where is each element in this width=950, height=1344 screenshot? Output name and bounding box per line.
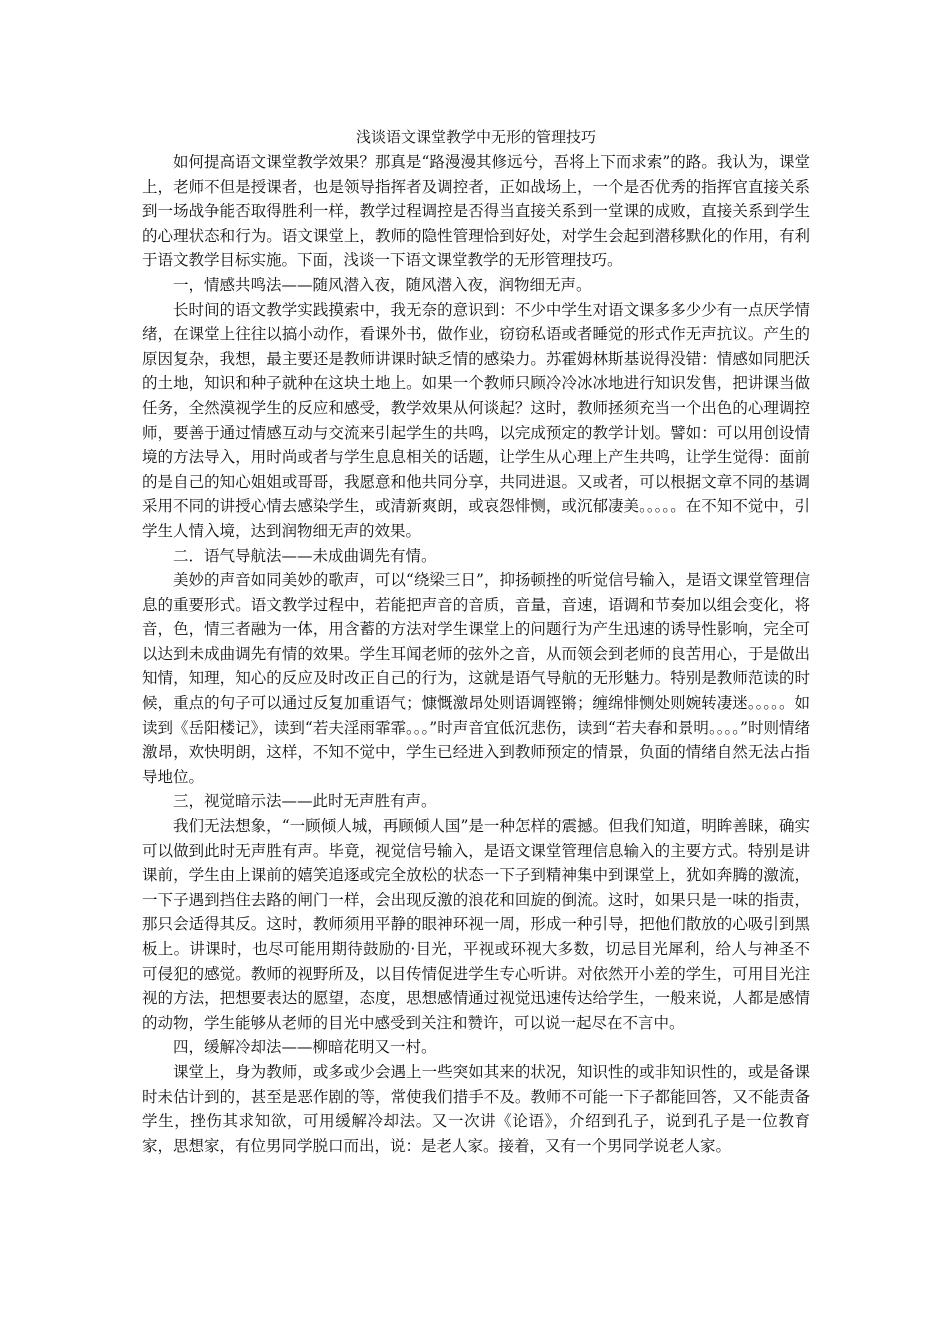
document-title: 浅谈语文课堂教学中无形的管理技巧 [355,128,596,146]
paragraph-list [142,150,810,1158]
section-heading-2: 二．语气导航法——未成曲调先有情。 [173,546,437,565]
document-body [142,126,810,1158]
paragraph-section-2: 美妙的声音如同美妙的歌声，可以“绕梁三日”，抑扬顿挫的听觉信号输入，是语文课堂管理信息的重要形式。语文教学过程中，若能把声音的音质，音量，音速，语调和节奏加以组会变化，将音，色，情三者融为一体，用含蓄的方法对学生课堂上的问题行为产生迅速的诱导性影响，完全可以达到未成曲调先有情的效果。学生耳闻老师的弦外之音，从而领会到老师的良苦用心，于是做出知情，知理，知心的反应及时改正自己的行为，这就是语气导航的无形魅力。特别是教师范读的时候，重点的句子可以通过反复加重语气；慷慨激昂处则语调铿锵；缠绵悱恻处则婉转凄迷。。。。。如读到《岳阳楼记》，读到“若夫淫雨霏霏。。。”时声音宜低沉悲伤，读到“若夫春和景明。。。。”时则情绪激昂，欢快明朗，这样，不知不觉中，学生已经进入到教师预定的情景，负面的情绪自然无法占指导地位。 [142,571,810,786]
paragraph-intro: 如何提高语文课堂教学效果？那真是“路漫漫其修远兮，吾将上下而求索”的路。我认为，课堂上，老师不但是授课者，也是领导指挥者及调控者，正如战场上，一个是否优秀的指挥官直接关系到一场战争能否取得胜利一样，教学过程调控是否得当直接关系到一堂课的成败，直接关系到学生的心理状态和行为。语文课堂上，教师的隐性管理恰到好处，对学生会起到潜移默化的作用，有利于语文教学目标实施。下面，浅谈一下语文课堂教学的无形管理技巧。 [142,153,810,270]
paragraph-section-3: 我们无法想象，“一顾倾人城，再顾倾人国”是一种怎样的震撼。但我们知道，明眸善睐，确实可以做到此时无声胜有声。毕竟，视觉信号输入，是语文课堂管理信息输入的主要方式。特别是讲课前，学生由上课前的嬉笑追逐或完全放松的状态一下子到精神集中到课堂上，犹如奔腾的激流，一下子遇到挡住去路的闸门一样，会出现反激的浪花和回旋的倒流。这时，如果只是一味的指责，那只会适得其反。这时，教师须用平静的眼神环视一周，形成一种引导，把他们散放的心吸引到黑板上。讲课时，也尽可能用期待鼓励的·目光，平视或环视大多数，切忌目光犀利，给人与神圣不可侵犯的感觉。教师的视野所及，以目传情促进学生专心听讲。对依然开小差的学生，可用目光注视的方法，把想要表达的愿望，态度，思想感情通过视觉迅速传达给学生，一般来说，人都是感情的动物，学生能够从老师的目光中感受到关注和赞许，可以说一起尽在不言中。 [142,817,810,1032]
section-heading-3: 三，视觉暗示法——此时无声胜有声。 [173,792,437,811]
paragraph-section-4: 课堂上，身为教师，或多或少会遇上一些突如其来的状况，知识性的或非知识性的，或是备课时未估计到的，甚至是恶作剧的等，常使我们措手不及。教师不可能一下子都能回答，又不能责备学生，挫伤其求知欲，可用缓解冷却法。又一次讲《论语》，介绍到孔子，说到孔子是一位教育家，思想家，有位男同学脱口而出，说：是老人家。接着，又有一个男同学说老人家。 [142,1062,810,1155]
section-heading-1: 一，情感共鸣法——随风潜入夜，随风潜入夜，润物细无声。 [173,275,592,294]
section-heading-4: 四，缓解冷却法——柳暗花明又一村。 [173,1038,437,1057]
paragraph-section-1: 长时间的语文教学实践摸索中，我无奈的意识到：不少中学生对语文课多多少少有一点厌学情绪，在课堂上往往以搞小动作，看课外书，做作业，窃窃私语或者睡觉的形式作无声抗议。产生的原因复杂，我想，最主要还是教师讲课时缺乏情的感染力。苏霍姆林斯基说得没错：情感如同肥沃的土地，知识和种子就种在这块土地上。如果一个教师只顾冷冷冰冰地进行知识发售，把讲课当做任务，全然漠视学生的反应和感受，教学效果从何谈起？这时，教师拯须充当一个出色的心理调控师，要善于通过情感互动与交流来引起学生的共鸣，以完成预定的教学计划。譬如：可以用创设情境的方法导入，用时尚或者与学生息息相关的话题，让学生从心理上产生共鸣，让学生觉得：面前的是自己的知心姐姐或哥哥，我愿意和他共同分享，共同进退。又或者，可以根据文章不同的基调采用不同的讲授心情去感染学生，或清新爽朗，或哀怨悱恻，或沉郁凄美。。。。。在不知不觉中，引学生人情入境，达到润物细无声的效果。 [142,300,810,540]
